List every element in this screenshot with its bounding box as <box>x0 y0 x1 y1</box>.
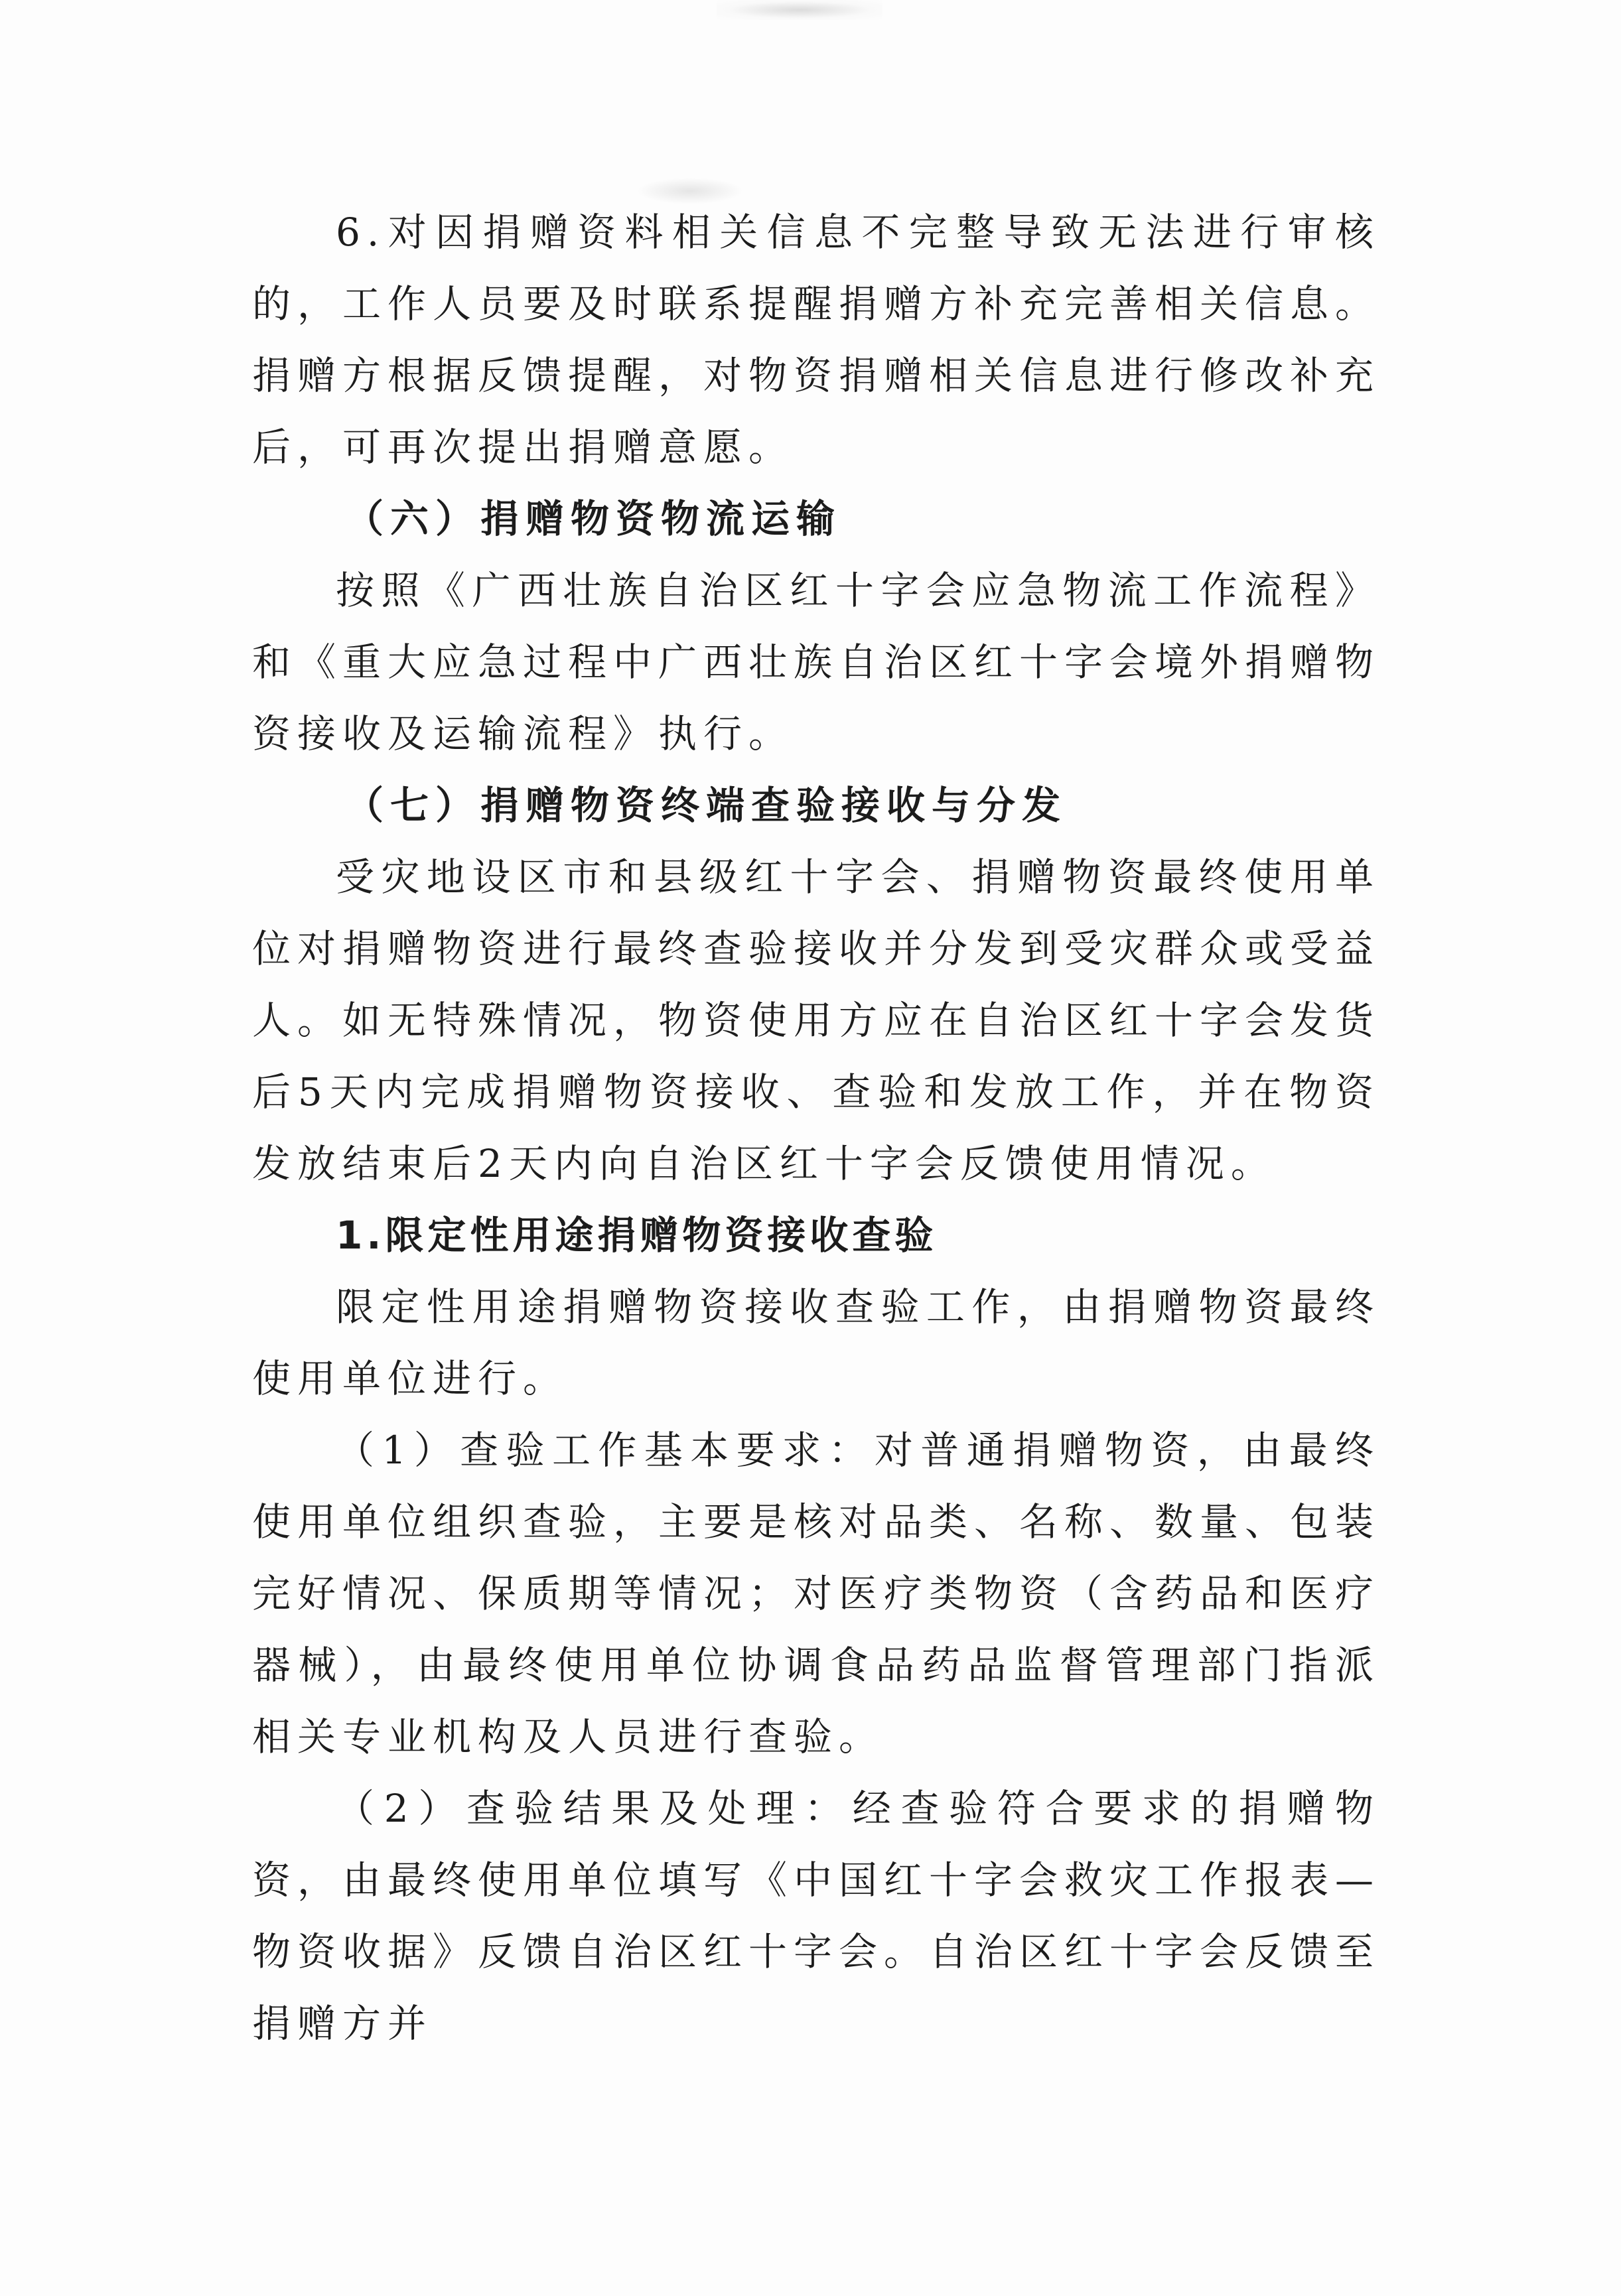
paragraph-inspection-requirements: （1）查验工作基本要求：对普通捐赠物资，由最终使用单位组织查验，主要是核对品类、名称、数量、包装完好情况、保质期等情况；对医疗类物资（含药品和医疗器械），由最终使用单位协调食品药品监督管理部门指派相关专业机构及人员进行查验。 <box>252 1428 1381 1759</box>
subsection-heading-restricted-use: 1.限定性用途捐赠物资接收查验 <box>336 1213 938 1258</box>
paragraph-terminal-inspection: 受灾地设区市和县级红十字会、捐赠物资最终使用单位对捐赠物资进行最终查验接收并分发到受灾群众或受益人。如无特殊情况，物资使用方应在自治区红十字会发货后5天内完成捐赠物资接收、查验和发放工作，并在物资发放结束后2天内向自治区红十字会反馈使用情况。 <box>252 854 1381 1186</box>
section-heading-terminal-inspection: （七）捐赠物资终端查验接收与分发 <box>345 783 1068 828</box>
paragraph-restricted-use: 限定性用途捐赠物资接收查验工作，由捐赠物资最终使用单位进行。 <box>252 1284 1380 1401</box>
document-body <box>252 196 1380 2059</box>
scan-artifact <box>717 0 882 20</box>
paragraph-logistics-process: 按照《广西壮族自治区红十字会应急物流工作流程》和《重大应急过程中广西壮族自治区红十字会境外捐赠物资接收及运输流程》执行。 <box>252 568 1381 756</box>
section-heading-logistics: （六）捐赠物资物流运输 <box>345 496 842 541</box>
paragraph-inspection-results: （2）查验结果及处理：经查验符合要求的捐赠物资，由最终使用单位填写《中国红十字会救灾工作报表—物资收据》反馈自治区红十字会。自治区红十字会反馈至捐赠方并 <box>252 1786 1381 2046</box>
paragraph-review-incomplete-info: 6.对因捐赠资料相关信息不完整导致无法进行审核的，工作人员要及时联系提醒捐赠方补充完善相关信息。捐赠方根据反馈提醒，对物资捐赠相关信息进行修改补充后，可再次提出捐赠意愿。 <box>252 210 1381 470</box>
